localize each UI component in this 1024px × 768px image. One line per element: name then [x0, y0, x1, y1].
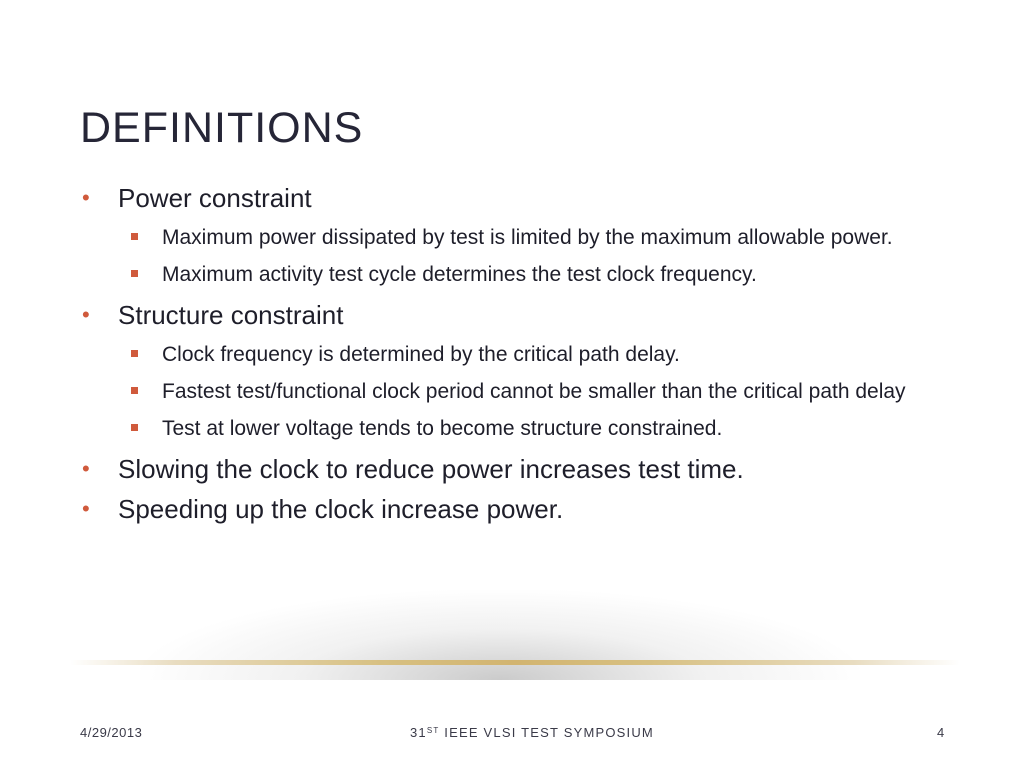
bullet-dot-icon: •	[82, 496, 90, 521]
sub-bullet-item	[80, 416, 960, 441]
bullet-text: Speeding up the clock increase power.	[118, 494, 564, 524]
sub-bullet-item	[80, 262, 960, 287]
slide-title: DEFINITIONS	[80, 104, 364, 152]
sub-bullet-item	[80, 342, 960, 367]
footer-date: 4/29/2013	[80, 725, 143, 740]
footer-event	[410, 725, 654, 741]
sub-bullet-text: Test at lower voltage tends to become structure constrained.	[162, 417, 723, 440]
bullet-list	[80, 182, 960, 531]
bullet-dot-icon: •	[82, 302, 90, 327]
decorative-divider	[70, 660, 960, 665]
decorative-glow	[140, 590, 860, 680]
square-bullet-icon	[131, 424, 138, 431]
square-bullet-icon	[131, 350, 138, 357]
footer-event-number: 31	[410, 725, 427, 740]
square-bullet-icon	[131, 387, 138, 394]
footer-event-suffix: ST	[426, 726, 440, 735]
bullet-item	[80, 493, 960, 525]
bullet-text: Structure constraint	[118, 300, 344, 330]
sub-bullet-text: Clock frequency is determined by the critical path delay.	[162, 343, 680, 366]
square-bullet-icon	[131, 270, 138, 277]
bullet-text: Power constraint	[118, 183, 312, 213]
bullet-item	[80, 453, 960, 485]
sub-bullet-text: Maximum activity test cycle determines the test clock frequency.	[162, 263, 757, 286]
sub-bullet-text: Maximum power dissipated by test is limited by the maximum allowable power.	[162, 226, 893, 249]
square-bullet-icon	[131, 233, 138, 240]
sub-bullet-item	[80, 379, 960, 404]
bullet-item	[80, 182, 960, 214]
bullet-dot-icon: •	[82, 456, 90, 481]
bullet-dot-icon: •	[82, 185, 90, 210]
sub-bullet-item	[80, 225, 960, 250]
bullet-item	[80, 299, 960, 331]
footer-event-name: IEEE VLSI TEST SYMPOSIUM	[439, 725, 654, 740]
page-number: 4	[937, 725, 945, 740]
sub-bullet-text: Fastest test/functional clock period cannot be smaller than the critical path delay	[162, 380, 906, 403]
bullet-text: Slowing the clock to reduce power increases test time.	[118, 454, 744, 484]
